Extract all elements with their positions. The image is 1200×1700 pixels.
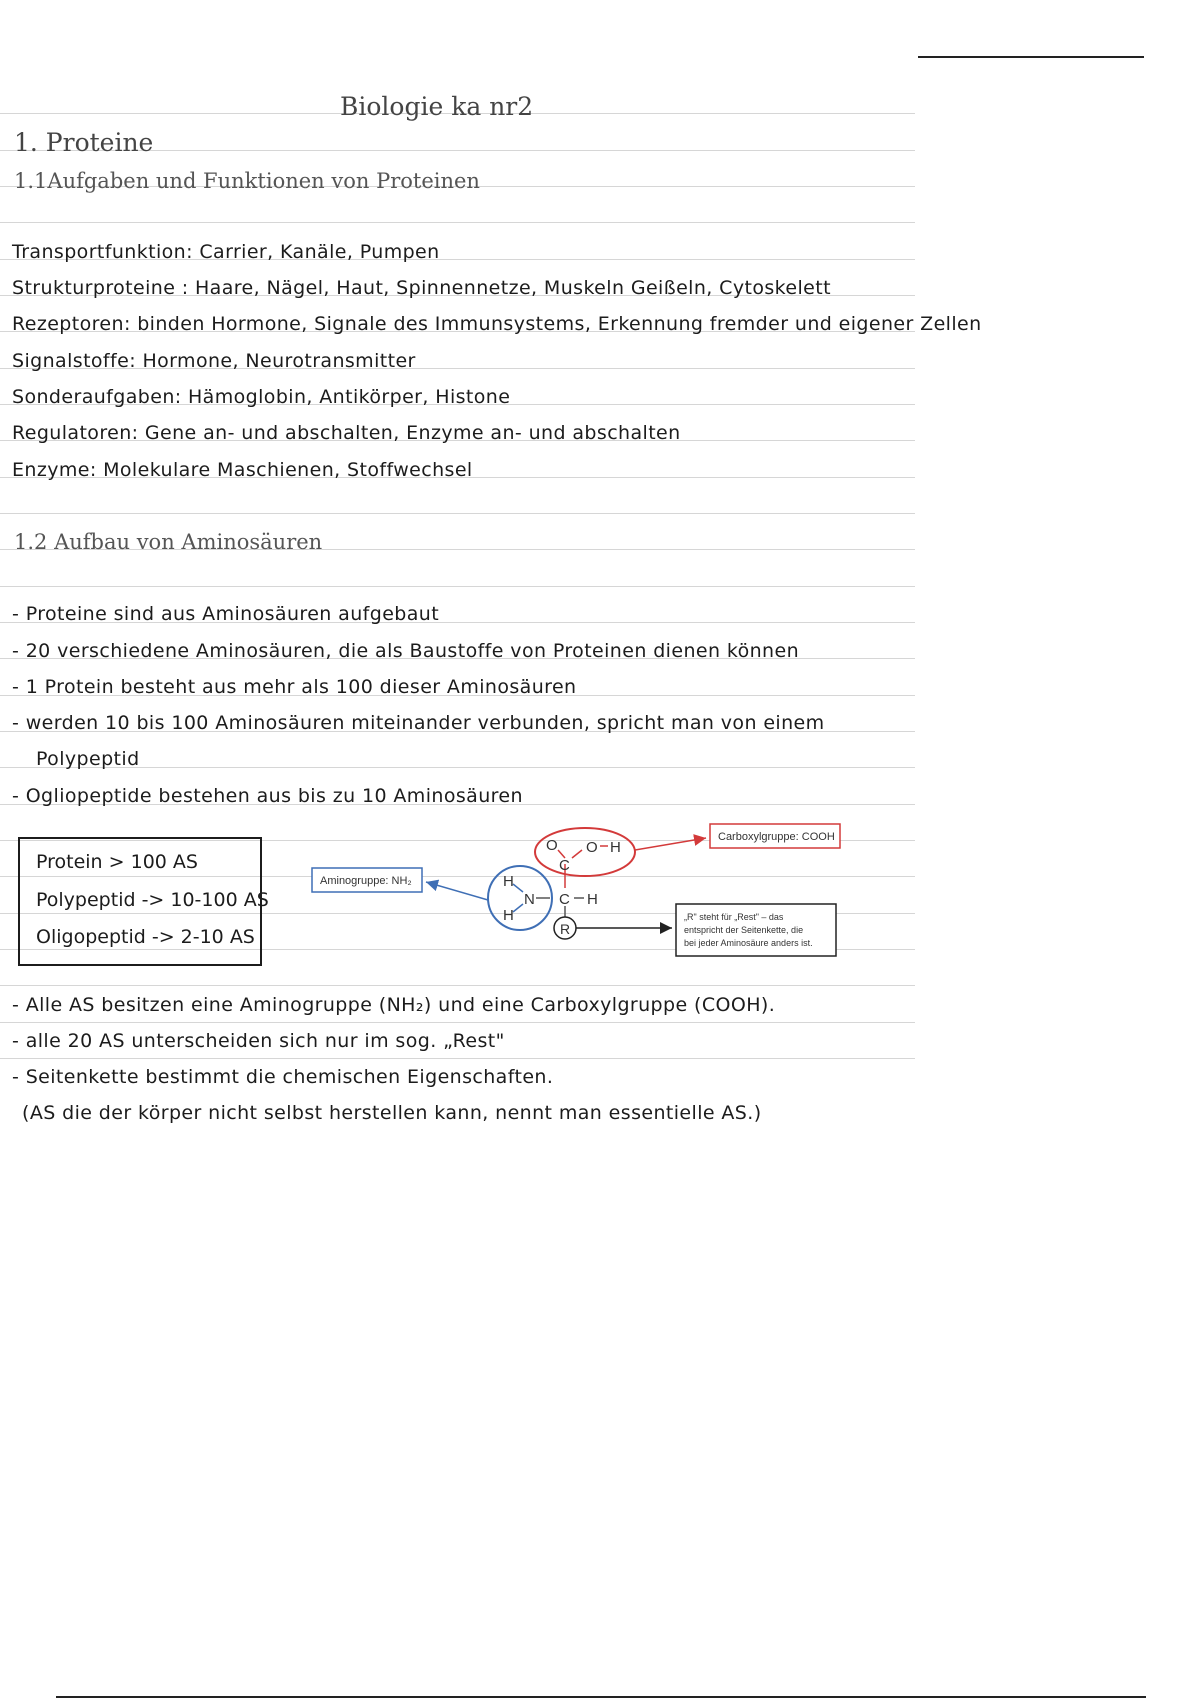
amino-acid-diagram bbox=[300, 820, 860, 970]
atom-h1: H bbox=[503, 873, 514, 890]
atom-o2: O bbox=[586, 839, 598, 856]
atom-n: N bbox=[524, 891, 535, 908]
amino-group-label: Aminogruppe: NH₂ bbox=[320, 875, 412, 887]
peptide-summary-box bbox=[18, 837, 269, 966]
aufbau-item: - Ogliopeptide bestehen aus bis zu 10 Aminosäuren bbox=[12, 785, 523, 807]
top-rule bbox=[918, 56, 1144, 58]
function-item: Rezeptoren: binden Hormone, Signale des Immunsystems, Erkennung fremder und eigener Zellen bbox=[12, 313, 982, 335]
carboxyl-group-label: Carboxylgruppe: COOH bbox=[718, 831, 835, 843]
section-heading-aufgaben: 1.1Aufgaben und Funktionen von Proteinen bbox=[14, 169, 480, 193]
rest-label-line: bei jeder Aminosäure anders ist. bbox=[684, 938, 813, 948]
atom-h-oh: H bbox=[610, 839, 621, 856]
aufbau-item: - werden 10 bis 100 Aminosäuren miteinander verbunden, spricht man von einem bbox=[12, 712, 825, 734]
function-item: Transportfunktion: Carrier, Kanäle, Pumpen bbox=[12, 241, 440, 263]
carboxyl-arrow bbox=[635, 838, 706, 850]
rest-label-line: entspricht der Seitenkette, die bbox=[684, 925, 804, 935]
aufbau-item: - Proteine sind aus Aminosäuren aufgebaut bbox=[12, 603, 440, 625]
note-item: (AS die der körper nicht selbst herstellen kann, nennt man essentielle AS.) bbox=[22, 1102, 762, 1124]
page-title: Biologie ka nr2 bbox=[340, 92, 534, 121]
box-row-protein: Protein > 100 AS bbox=[36, 851, 198, 873]
atom-o1: O bbox=[546, 837, 558, 854]
aufbau-item: - 1 Protein besteht aus mehr als 100 dieser Aminosäuren bbox=[12, 676, 577, 698]
amino-arrow bbox=[426, 882, 488, 900]
section-heading-aufbau: 1.2 Aufbau von Aminosäuren bbox=[14, 530, 323, 554]
function-item: Enzyme: Molekulare Maschienen, Stoffwechsel bbox=[12, 459, 473, 481]
atom-c-center: C bbox=[559, 891, 570, 908]
aufbau-item: Polypeptid bbox=[36, 748, 140, 770]
section-heading-proteine: 1. Proteine bbox=[14, 128, 154, 157]
atom-c-top: C bbox=[559, 857, 570, 874]
note-item: - Alle AS besitzen eine Aminogruppe (NH₂) und eine Carboxylgruppe (COOH). bbox=[12, 994, 776, 1016]
aufbau-item: - 20 verschiedene Aminosäuren, die als Baustoffe von Proteinen dienen können bbox=[12, 640, 800, 662]
atom-h2: H bbox=[503, 907, 514, 924]
box-row-polypeptid: Polypeptid -> 10-100 AS bbox=[36, 889, 269, 911]
atom-h-right: H bbox=[587, 891, 598, 908]
rest-label-line: „R" steht für „Rest" – das bbox=[684, 912, 784, 922]
function-item: Signalstoffe: Hormone, Neurotransmitter bbox=[12, 350, 416, 372]
function-item: Regulatoren: Gene an- und abschalten, Enzyme an- und abschalten bbox=[12, 422, 681, 444]
note-item: - alle 20 AS unterscheiden sich nur im sog. „Rest" bbox=[12, 1030, 505, 1052]
atom-r: R bbox=[560, 921, 571, 937]
box-row-oligopeptid: Oligopeptid -> 2-10 AS bbox=[36, 926, 255, 948]
function-item: Strukturproteine : Haare, Nägel, Haut, Spinnennetze, Muskeln Geißeln, Cytoskelett bbox=[12, 277, 831, 299]
note-item: - Seitenkette bestimmt die chemischen Eigenschaften. bbox=[12, 1066, 554, 1088]
function-item: Sonderaufgaben: Hämoglobin, Antikörper, Histone bbox=[12, 386, 511, 408]
bottom-rule bbox=[56, 1696, 1146, 1698]
